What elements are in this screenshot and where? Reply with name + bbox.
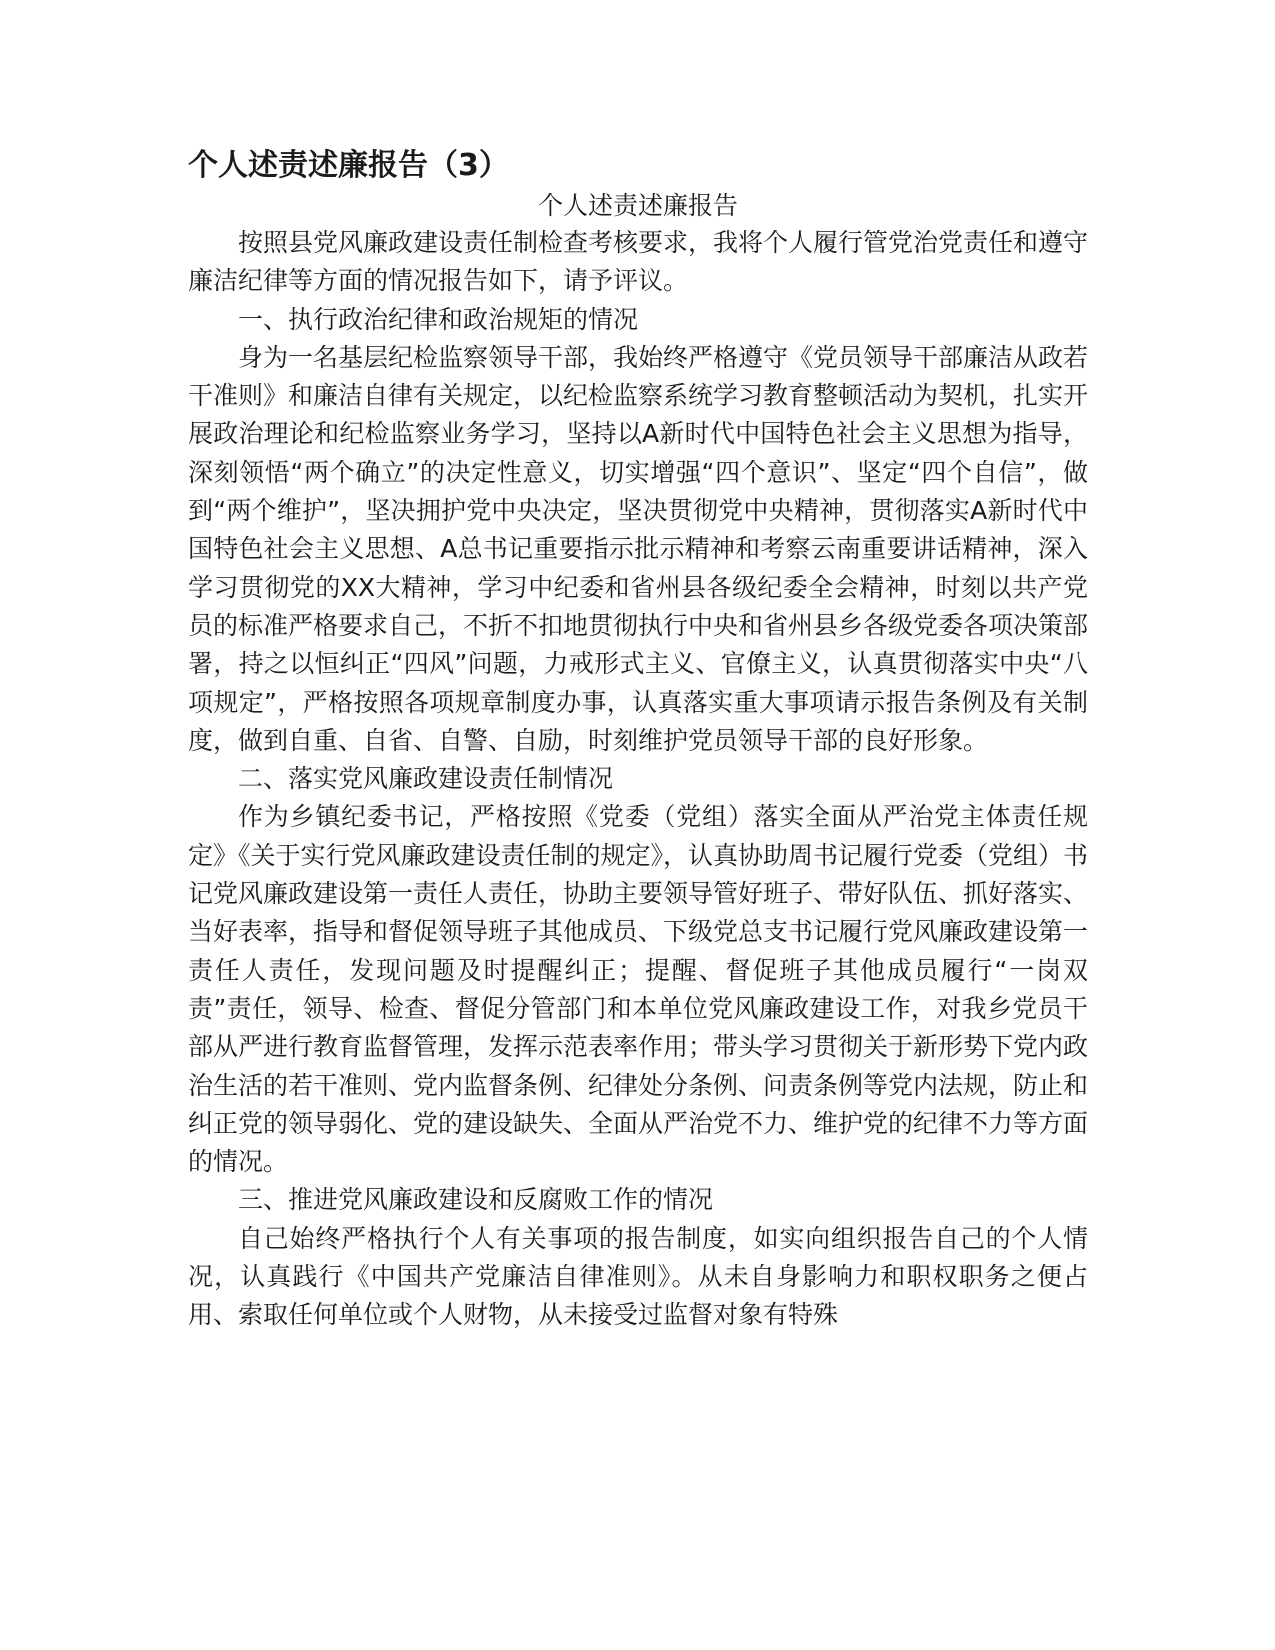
paragraph-section-1: 身为一名基层纪检监察领导干部，我始终严格遵守《党员领导干部廉洁从政若干准则》和廉洁自律有关规定，以纪检监察系统学习教育整顿活动为契机，扎实开展政治理论和纪检监察业务学习，坚持以A新时代中国特色社会主义思想为指导，深刻领悟“两个确立”的决定性意义，切实增强“四个意识”、坚定“四个自信”，做到“两个维护”，坚决拥护党中央决定，坚决贯彻党中央精神，贯彻落实A新时代中国特色社会主义思想、A总书记重要指示批示精神和考察云南重要讲话精神，深入学习贯彻党的XX大精神，学习中纪委和省州县各级纪委全会精神，时刻以共产党员的标准严格要求自己，不折不扣地贯彻执行中央和省州县乡各级党委各项决策部署，持之以恒纠正“四风”问题，力戒形式主义、官僚主义，认真贯彻落实中央“八项规定”，严格按照各项规章制度办事，认真落实重大事项请示报告条例及有关制度，做到自重、自省、自警、自励，时刻维护党员领导干部的良好形象。	[188, 342, 1089, 755]
section-heading-2: 二、落实党风廉政建设责任制情况	[238, 764, 614, 794]
document-page	[188, 146, 1088, 1335]
section-heading-1: 一、执行政治纪律和政治规矩的情况	[238, 304, 639, 334]
paragraph-section-2: 作为乡镇纪委书记，严格按照《党委（党组）落实全面从严治党主体责任规定》《关于实行党风廉政建设责任制的规定》，认真协助周书记履行党委（党组）书记党风廉政建设第一责任人责任，协助主要领导管好班子、带好队伍、抓好落实、当好表率，指导和督促领导班子其他成员、下级党总支书记履行党风廉政建设第一责任人责任，发现问题及时提醒纠正；提醒、督促班子其他成员履行“一岗双责”责任，领导、检查、督促分管部门和本单位党风廉政建设工作，对我乡党员干部从严进行教育监督管理，发挥示范表率作用；带头学习贯彻关于新形势下党内政治生活的若干准则、党内监督条例、纪律处分条例、问责条例等党内法规，防止和纠正党的领导弱化、党的建设缺失、全面从严治党不力、维护党的纪律不力等方面的情况。	[188, 802, 1089, 1177]
document-title: 个人述责述廉报告（3）	[188, 148, 509, 183]
paragraph-section-3: 自己始终严格执行个人有关事项的报告制度，如实向组织报告自己的个人情况，认真践行《中国共产党廉洁自律准则》。从未自身影响力和职权职务之便占用、索取任何单位或个人财物，从未接受过监督对象有特殊	[188, 1223, 1088, 1330]
section-heading-3: 三、推进党风廉政建设和反腐败工作的情况	[238, 1185, 714, 1215]
paragraph-intro: 按照县党风廉政建设责任制检查考核要求，我将个人履行管党治党责任和遵守廉洁纪律等方面的情况报告如下，请予评议。	[188, 228, 1089, 296]
document-subtitle: 个人述责述廉报告	[537, 191, 738, 220]
